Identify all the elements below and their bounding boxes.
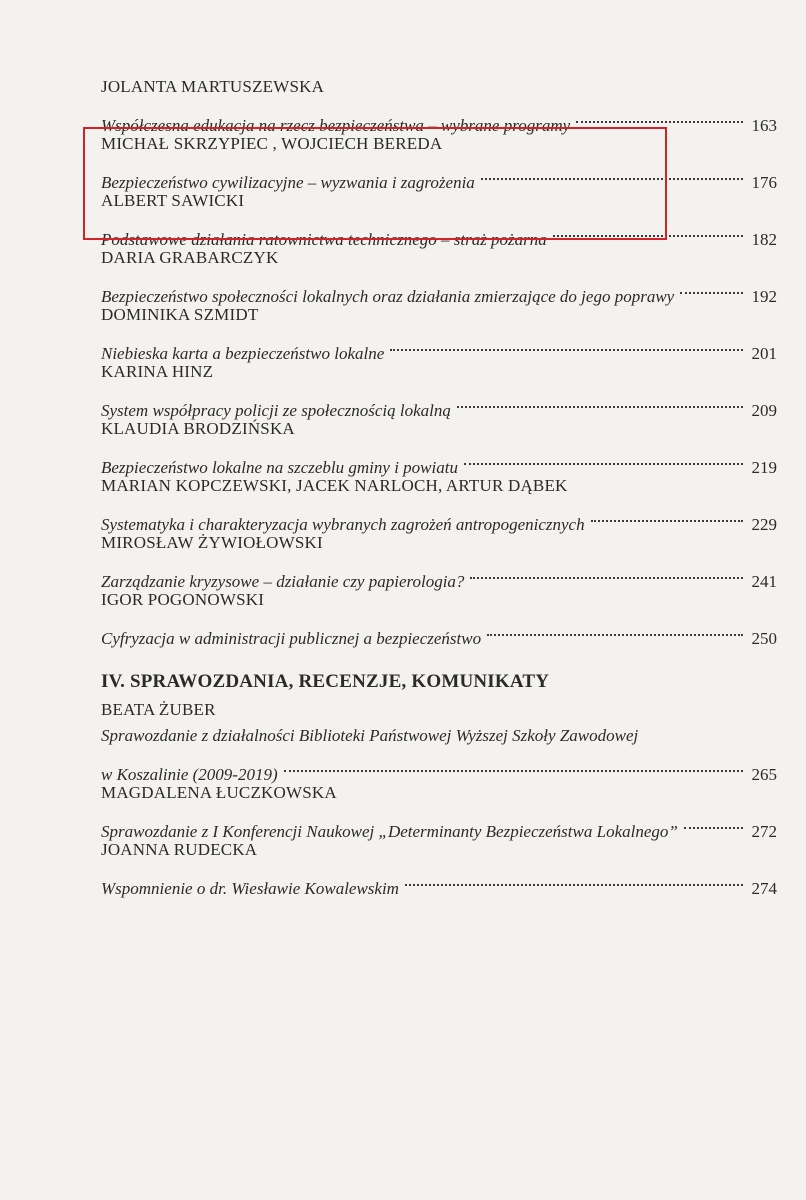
entry-title: Współczesna edukacja na rzecz bezpieczeństwa – wybrane programy: [101, 116, 571, 135]
dot-leader: [405, 863, 743, 894]
entry-title: Sprawozdanie z działalności Biblioteki Państwowej Wyższej Szkoły Zawodowej: [101, 726, 639, 745]
dot-leader: [487, 613, 743, 644]
dot-leader: [390, 328, 743, 359]
entry-title: Bezpieczeństwo społeczności lokalnych oraz działania zmierzające do jego poprawy: [101, 287, 675, 306]
entry-author: MAGDALENA ŁUCZKOWSKA: [101, 783, 337, 802]
entry-author: KLAUDIA BRODZIŃSKA: [101, 419, 295, 438]
entry-author: JOANNA RUDECKA: [101, 840, 258, 859]
toc-entry: [101, 359, 777, 420]
entry-page-number: 163: [751, 116, 777, 135]
entry-author: DOMINIKA SZMIDT: [101, 305, 259, 324]
entry-title-line: [101, 613, 777, 648]
entry-author: JOLANTA MARTUSZEWSKA: [101, 77, 325, 96]
entry-author: KARINA HINZ: [101, 362, 214, 381]
dot-leader: [284, 749, 743, 780]
entry-page-number: 219: [751, 458, 777, 477]
section-heading: IV. SPRAWOZDANIA, RECENZJE, KOMUNIKATY: [101, 671, 550, 692]
entry-title: Systematyka i charakteryzacja wybranych zagrożeń antropogenicznych: [101, 515, 585, 534]
dot-leader: [457, 385, 743, 416]
entry-title-line: [101, 806, 777, 841]
entry-title-line: [101, 271, 777, 306]
entry-title: Bezpieczeństwo cywilizacyjne – wyzwania i zagrożenia: [101, 173, 475, 192]
entry-title: Sprawozdanie z I Konferencji Naukowej „Determinanty Bezpieczeństwa Lokalnego”: [101, 822, 678, 841]
entry-page-number: 229: [751, 515, 777, 534]
entry-title: Bezpieczeństwo lokalne na szczeblu gminy i powiatu: [101, 458, 458, 477]
entry-title-line: [101, 499, 777, 534]
entry-page-number: 209: [751, 401, 777, 420]
dot-leader: [470, 556, 743, 587]
entry-page-number: 176: [751, 173, 777, 192]
entry-title: Wspomnienie o dr. Wiesławie Kowalewskim: [101, 879, 399, 898]
dot-leader: [591, 499, 743, 530]
entry-page-number: 250: [751, 629, 777, 648]
entry-author: IGOR POGONOWSKI: [101, 590, 265, 609]
entry-page-number: 241: [751, 572, 777, 591]
entry-title: System współpracy policji ze społecznością lokalną: [101, 401, 451, 420]
entry-page-number: 265: [751, 765, 777, 784]
entry-page-number: 272: [751, 822, 777, 841]
entry-title: Cyfryzacja w administracji publicznej a bezpieczeństwo: [101, 629, 482, 648]
entry-title-line: [101, 749, 777, 784]
entry-title-line: [101, 385, 777, 420]
entry-author: DARIA GRABARCZYK: [101, 248, 279, 267]
toc-entry: [101, 473, 777, 534]
entry-author: ALBERT SAWICKI: [101, 191, 245, 210]
entry-title-line: [101, 328, 777, 363]
entry-page-number: 192: [751, 287, 777, 306]
toc-entry: [101, 780, 777, 841]
toc-entry: [101, 74, 777, 135]
highlight-box: [83, 127, 667, 240]
entry-title: Zarządzanie kryzysowe – działanie czy papierologia?: [101, 572, 465, 591]
entry-title-line: [101, 863, 777, 898]
entry-title: Niebieska karta a bezpieczeństwo lokalne: [101, 344, 385, 363]
entry-author: MARIAN KOPCZEWSKI, JACEK NARLOCH, ARTUR DĄBEK: [101, 476, 568, 495]
entry-title: Podstawowe działania ratownictwa technicznego – straż pożarna: [101, 230, 547, 249]
dot-leader: [680, 271, 743, 302]
dot-leader: [684, 806, 743, 837]
dot-leader: [464, 442, 743, 473]
entry-page-number: 201: [751, 344, 777, 363]
entry-author: MIROSŁAW ŻYWIOŁOWSKI: [101, 533, 323, 552]
entry-author: BEATA ŻUBER: [101, 700, 216, 719]
entry-page-number: 182: [751, 230, 777, 249]
entry-title-line: [101, 442, 777, 477]
entry-page-number: 274: [751, 879, 777, 898]
entry-title-line: [101, 556, 777, 591]
entry-author: MICHAŁ SKRZYPIEC , WOJCIECH BEREDA: [101, 134, 443, 153]
entry-title-continuation: w Koszalinie (2009-2019): [101, 765, 278, 784]
toc-entry: [101, 697, 777, 784]
